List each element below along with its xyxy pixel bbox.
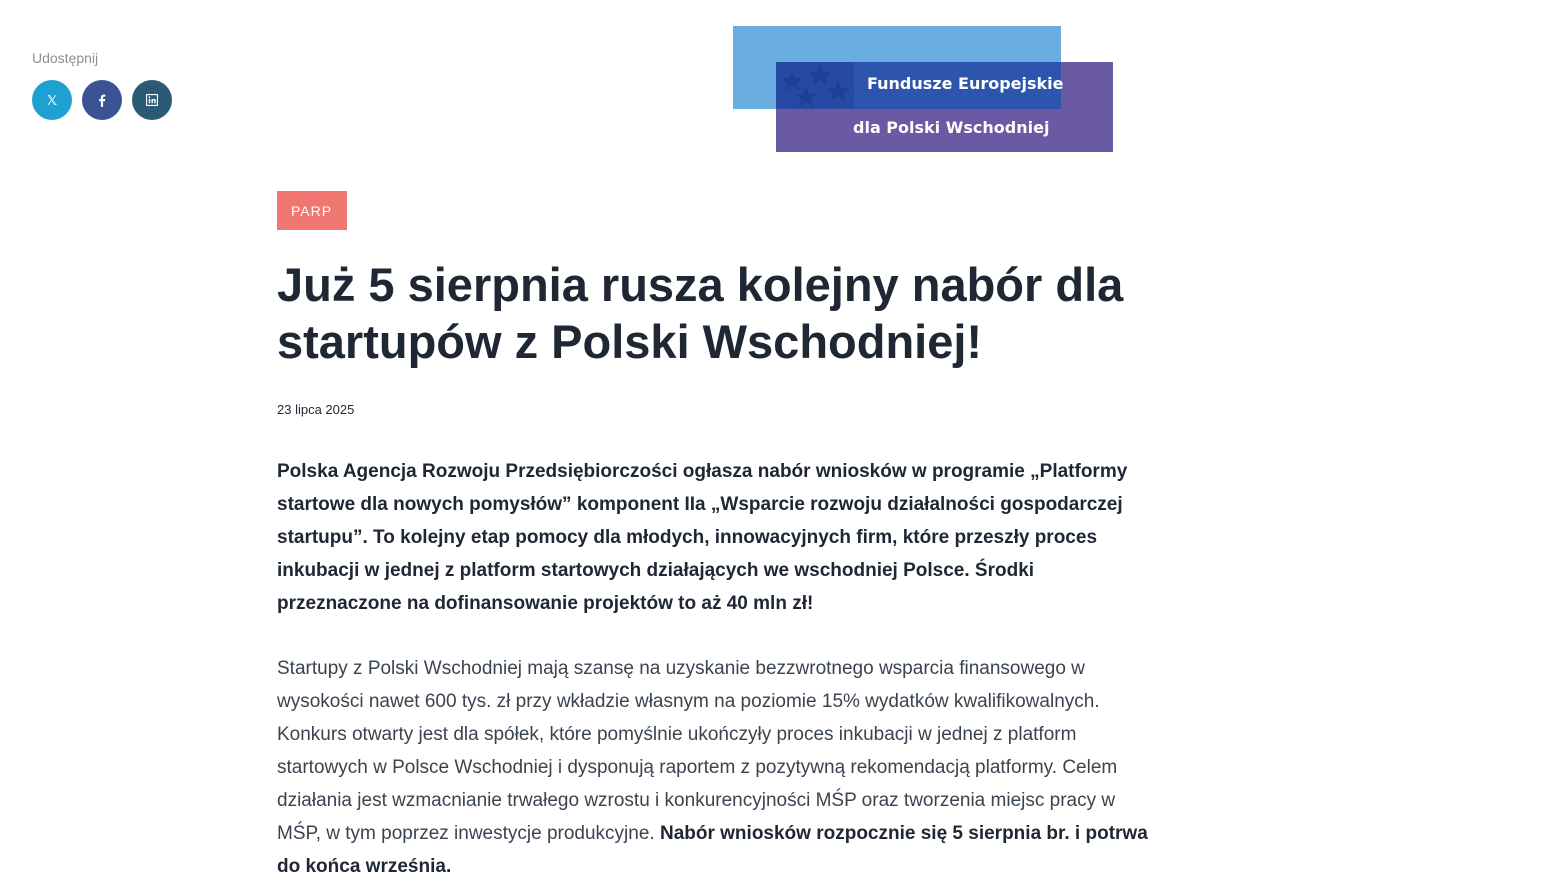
eu-stars-icon (776, 62, 854, 109)
logo-text-line2: dla Polski Wschodniej (853, 118, 1050, 137)
article-lead: Polska Agencja Rozwoju Przedsiębiorczości ogłasza nabór wniosków w programie „Platformy startowe dla nowych pomysłów” komponent IIa „Wsparcie rozwoju działalności gospodarczej startupu”. To kolejny etap pomocy dla młodych, innowacyjnych firm, które przeszły proces inkubacji w jednej z platform startowych działających we wschodniej Polsce. Środki przeznaczone na dofinansowanie projektów to aż 40 mln zł! (277, 461, 1128, 614)
article (277, 191, 1157, 883)
share-x-button[interactable] (32, 80, 72, 120)
share-facebook-button[interactable] (82, 80, 122, 120)
share-panel (32, 50, 172, 120)
article-date: 23 lipca 2025 (277, 402, 355, 417)
share-buttons (32, 80, 172, 120)
article-body-text: Startupy z Polski Wschodniej mają szansę na uzyskanie bezzwrotnego wsparcia finansowego w wysokości nawet 600 tys. zł przy wkładzie własnym na poziomie 15% wydatków kwalifikowalnych. Konkurs otwarty jest dla spółek, które pomyślnie ukończyły proces inkubacji w jednej z platform startowych w Polsce Wschodniej i dysponują raportem z pozytywną rekomendacją platformy. Celem działania jest wzmacnianie trwałego wzrostu i konkurencyjności MŚP oraz tworzenia miejsc pracy w MŚP, w tym poprzez inwestycje produkcyjne. (277, 658, 1118, 844)
article-body (277, 652, 1157, 883)
logo-text-line1: Fundusze Europejskie (867, 74, 1064, 93)
fundusze-europejskie-logo (733, 26, 1113, 152)
facebook-icon (98, 94, 106, 107)
article-title: Już 5 sierpnia rusza kolejny nabór dla startupów z Polski Wschodniej! (277, 258, 1124, 368)
article-body-bold: Nabór wniosków rozpocznie się 5 sierpnia br. i potrwa do końca września. (277, 823, 1148, 877)
category-tag[interactable]: PARP (277, 191, 347, 230)
linkedin-icon (146, 94, 158, 106)
share-linkedin-button[interactable] (132, 80, 172, 120)
share-label: Udostępnij (32, 50, 99, 66)
x-twitter-icon (46, 94, 58, 106)
